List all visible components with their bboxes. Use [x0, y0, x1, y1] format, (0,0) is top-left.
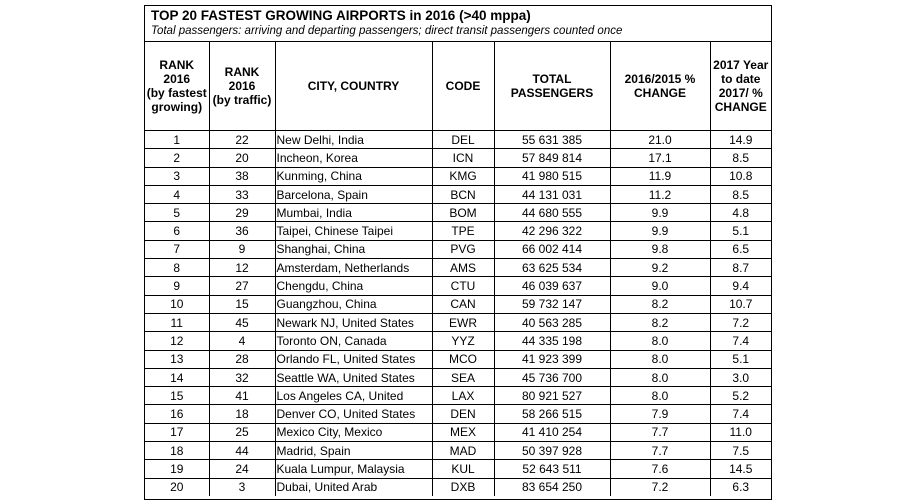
cell-rank-growth: 4: [145, 185, 209, 203]
header-change-2017: [710, 42, 771, 131]
cell-code: DEN: [432, 405, 494, 423]
cell-change-2017: 7.4: [710, 405, 771, 423]
header-rank-traffic-line: RANK: [224, 65, 260, 79]
cell-change-2016: 7.6: [610, 460, 710, 478]
cell-rank-growth: 10: [145, 295, 209, 313]
cell-rank-traffic: 32: [209, 368, 275, 386]
table-row: [145, 313, 771, 331]
cell-passengers: 63 625 534: [494, 259, 610, 277]
cell-passengers: 59 732 147: [494, 295, 610, 313]
header-passengers-line: PASSENGERS: [510, 86, 594, 100]
cell-change-2016: 9.8: [610, 240, 710, 258]
table-row: [145, 277, 771, 295]
cell-city: Dubai, United Arab: [275, 478, 432, 496]
cell-city: Toronto ON, Canada: [275, 332, 432, 350]
cell-rank-growth: 9: [145, 277, 209, 295]
cell-passengers: 57 849 814: [494, 149, 610, 167]
table-row: [145, 131, 771, 149]
table-row: [145, 240, 771, 258]
cell-city: Incheon, Korea: [275, 149, 432, 167]
table-row: [145, 405, 771, 423]
cell-change-2016: 9.9: [610, 222, 710, 240]
header-city: [275, 42, 432, 131]
cell-rank-traffic: 15: [209, 295, 275, 313]
cell-city: New Delhi, India: [275, 131, 432, 149]
cell-rank-traffic: 44: [209, 442, 275, 460]
cell-city: Amsterdam, Netherlands: [275, 259, 432, 277]
cell-city: Guangzhou, China: [275, 295, 432, 313]
cell-rank-growth: 1: [145, 131, 209, 149]
cell-change-2016: 11.2: [610, 185, 710, 203]
header-change-2016-line: 2016/2015 %: [624, 72, 696, 86]
cell-change-2016: 7.7: [610, 423, 710, 441]
cell-city: Orlando FL, United States: [275, 350, 432, 368]
cell-city: Shanghai, China: [275, 240, 432, 258]
cell-change-2017: 6.5: [710, 240, 771, 258]
cell-code: KMG: [432, 167, 494, 185]
table-row: [145, 350, 771, 368]
cell-city: Taipei, Chinese Taipei: [275, 222, 432, 240]
cell-passengers: 44 131 031: [494, 185, 610, 203]
cell-passengers: 44 335 198: [494, 332, 610, 350]
header-change-2016: [610, 42, 710, 131]
header-rank-growth-line: RANK: [159, 58, 195, 72]
table-title: TOP 20 FASTEST GROWING AIRPORTS in 2016 (>40 mppa): [151, 8, 531, 23]
cell-change-2016: 9.2: [610, 259, 710, 277]
cell-change-2017: 5.1: [710, 350, 771, 368]
cell-code: PVG: [432, 240, 494, 258]
cell-passengers: 44 680 555: [494, 204, 610, 222]
header-code-line: CODE: [445, 79, 481, 93]
cell-change-2016: 17.1: [610, 149, 710, 167]
cell-rank-growth: 17: [145, 423, 209, 441]
table-subtitle: Total passengers: arriving and departing passengers; direct transit passengers counted once: [151, 25, 623, 37]
cell-change-2017: 7.5: [710, 442, 771, 460]
table-row: [145, 442, 771, 460]
cell-rank-traffic: 18: [209, 405, 275, 423]
header-rank-traffic-line: 2016: [228, 79, 256, 93]
cell-city: Denver CO, United States: [275, 405, 432, 423]
table-row: [145, 259, 771, 277]
cell-rank-traffic: 41: [209, 387, 275, 405]
cell-city: Barcelona, Spain: [275, 185, 432, 203]
cell-city: Kunming, China: [275, 167, 432, 185]
header-code: [432, 42, 494, 131]
cell-rank-traffic: 3: [209, 478, 275, 496]
cell-rank-traffic: 36: [209, 222, 275, 240]
table-body: [145, 131, 771, 496]
header-change-2016-line: CHANGE: [633, 86, 686, 100]
cell-code: EWR: [432, 313, 494, 331]
cell-change-2017: 8.5: [710, 149, 771, 167]
table-row: [145, 204, 771, 222]
cell-passengers: 58 266 515: [494, 405, 610, 423]
cell-rank-growth: 13: [145, 350, 209, 368]
header-change-2017-line: to date: [721, 72, 761, 86]
cell-change-2016: 9.0: [610, 277, 710, 295]
cell-code: TPE: [432, 222, 494, 240]
cell-code: YYZ: [432, 332, 494, 350]
cell-change-2016: 8.0: [610, 368, 710, 386]
cell-passengers: 50 397 928: [494, 442, 610, 460]
header-city-line: CITY, COUNTRY: [307, 79, 400, 93]
cell-rank-growth: 14: [145, 368, 209, 386]
cell-city: Chengdu, China: [275, 277, 432, 295]
cell-change-2016: 7.2: [610, 478, 710, 496]
cell-change-2016: 11.9: [610, 167, 710, 185]
cell-passengers: 83 654 250: [494, 478, 610, 496]
cell-rank-traffic: 24: [209, 460, 275, 478]
cell-change-2016: 7.9: [610, 405, 710, 423]
cell-rank-growth: 20: [145, 478, 209, 496]
cell-rank-traffic: 22: [209, 131, 275, 149]
cell-change-2017: 10.7: [710, 295, 771, 313]
table-row: [145, 368, 771, 386]
table-row: [145, 185, 771, 203]
cell-change-2016: 8.2: [610, 295, 710, 313]
cell-passengers: 40 563 285: [494, 313, 610, 331]
cell-passengers: 52 643 511: [494, 460, 610, 478]
cell-city: Mexico City, Mexico: [275, 423, 432, 441]
cell-change-2017: 5.2: [710, 387, 771, 405]
cell-code: ICN: [432, 149, 494, 167]
cell-city: Kuala Lumpur, Malaysia: [275, 460, 432, 478]
header-rank-traffic-line: (by traffic): [212, 93, 272, 107]
cell-passengers: 55 631 385: [494, 131, 610, 149]
cell-change-2017: 14.5: [710, 460, 771, 478]
cell-code: CTU: [432, 277, 494, 295]
header-rank-growth-line: 2016: [163, 72, 191, 86]
cell-change-2016: 8.0: [610, 350, 710, 368]
cell-rank-growth: 12: [145, 332, 209, 350]
table-row: [145, 423, 771, 441]
cell-code: AMS: [432, 259, 494, 277]
cell-code: MAD: [432, 442, 494, 460]
cell-change-2017: 14.9: [710, 131, 771, 149]
cell-rank-traffic: 4: [209, 332, 275, 350]
table-row: [145, 167, 771, 185]
cell-code: CAN: [432, 295, 494, 313]
header-rank-growth-line: (by fastest: [146, 86, 207, 100]
header-passengers: [494, 42, 610, 131]
cell-code: DEL: [432, 131, 494, 149]
cell-passengers: 42 296 322: [494, 222, 610, 240]
cell-passengers: 46 039 637: [494, 277, 610, 295]
cell-passengers: 45 736 700: [494, 368, 610, 386]
cell-change-2017: 6.3: [710, 478, 771, 496]
cell-rank-growth: 19: [145, 460, 209, 478]
cell-change-2017: 8.7: [710, 259, 771, 277]
cell-rank-growth: 11: [145, 313, 209, 331]
header-rank-growth: [145, 42, 209, 131]
cell-change-2017: 8.5: [710, 185, 771, 203]
cell-rank-growth: 5: [145, 204, 209, 222]
cell-change-2016: 9.9: [610, 204, 710, 222]
cell-rank-growth: 8: [145, 259, 209, 277]
cell-rank-traffic: 33: [209, 185, 275, 203]
cell-city: Madrid, Spain: [275, 442, 432, 460]
cell-code: BCN: [432, 185, 494, 203]
cell-passengers: 41 980 515: [494, 167, 610, 185]
cell-passengers: 66 002 414: [494, 240, 610, 258]
cell-change-2017: 7.2: [710, 313, 771, 331]
header-passengers-line: TOTAL: [532, 72, 572, 86]
cell-change-2017: 10.8: [710, 167, 771, 185]
header-row: [145, 42, 771, 131]
cell-rank-growth: 6: [145, 222, 209, 240]
cell-passengers: 41 410 254: [494, 423, 610, 441]
header-rank-growth-line: growing): [151, 100, 203, 114]
table-row: [145, 222, 771, 240]
cell-change-2016: 21.0: [610, 131, 710, 149]
table-row: [145, 387, 771, 405]
cell-code: MEX: [432, 423, 494, 441]
cell-passengers: 41 923 399: [494, 350, 610, 368]
header-change-2017-line: 2017 Year: [713, 58, 769, 72]
cell-rank-traffic: 27: [209, 277, 275, 295]
table-row: [145, 460, 771, 478]
table-row: [145, 332, 771, 350]
cell-change-2016: 8.2: [610, 313, 710, 331]
cell-rank-traffic: 45: [209, 313, 275, 331]
cell-rank-growth: 16: [145, 405, 209, 423]
cell-rank-growth: 15: [145, 387, 209, 405]
header-change-2017-line: 2017/ %: [718, 86, 763, 100]
header-rank-traffic: [209, 42, 275, 131]
cell-code: DXB: [432, 478, 494, 496]
cell-code: SEA: [432, 368, 494, 386]
airports-table: [145, 42, 771, 496]
cell-change-2017: 4.8: [710, 204, 771, 222]
cell-change-2017: 7.4: [710, 332, 771, 350]
cell-change-2016: 8.0: [610, 387, 710, 405]
cell-rank-traffic: 20: [209, 149, 275, 167]
table-row: [145, 149, 771, 167]
cell-code: KUL: [432, 460, 494, 478]
cell-rank-traffic: 38: [209, 167, 275, 185]
table-row: [145, 295, 771, 313]
cell-change-2016: 7.7: [610, 442, 710, 460]
header-change-2017-line: CHANGE: [714, 100, 767, 114]
cell-rank-growth: 18: [145, 442, 209, 460]
cell-code: LAX: [432, 387, 494, 405]
cell-change-2017: 5.1: [710, 222, 771, 240]
airports-table-document: [144, 5, 772, 500]
cell-rank-growth: 7: [145, 240, 209, 258]
cell-rank-growth: 2: [145, 149, 209, 167]
cell-rank-traffic: 28: [209, 350, 275, 368]
cell-code: MCO: [432, 350, 494, 368]
cell-change-2017: 9.4: [710, 277, 771, 295]
cell-passengers: 80 921 527: [494, 387, 610, 405]
cell-rank-traffic: 25: [209, 423, 275, 441]
cell-city: Mumbai, India: [275, 204, 432, 222]
cell-city: Newark NJ, United States: [275, 313, 432, 331]
cell-rank-traffic: 29: [209, 204, 275, 222]
cell-code: BOM: [432, 204, 494, 222]
cell-rank-growth: 3: [145, 167, 209, 185]
cell-rank-traffic: 9: [209, 240, 275, 258]
cell-change-2017: 11.0: [710, 423, 771, 441]
cell-change-2017: 3.0: [710, 368, 771, 386]
title-block: [145, 6, 771, 42]
cell-city: Los Angeles CA, United: [275, 387, 432, 405]
cell-city: Seattle WA, United States: [275, 368, 432, 386]
cell-rank-traffic: 12: [209, 259, 275, 277]
cell-change-2016: 8.0: [610, 332, 710, 350]
table-row: [145, 478, 771, 496]
